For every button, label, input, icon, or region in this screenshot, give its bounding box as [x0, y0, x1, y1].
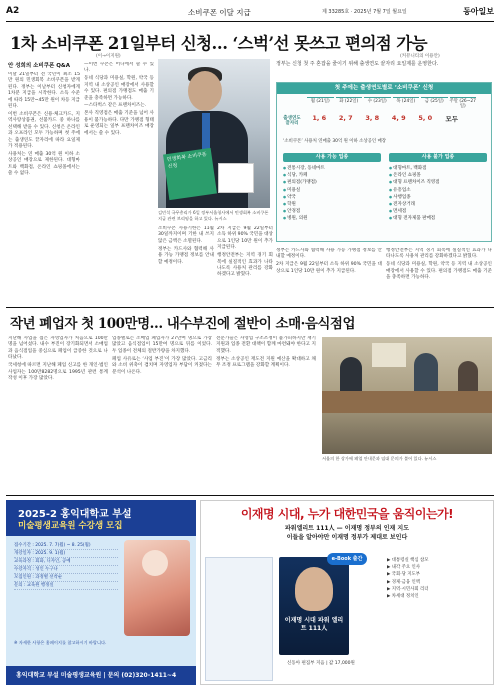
byline: 안 성희의 소비쿠폰 Q&A [8, 63, 70, 69]
birth-year-digits: 2, 7 [338, 114, 353, 122]
book-contents-list: ▶ 대통령실 핵심 참모 ▶ 내각 주요 인사 ▶ 국회·당 지도부 ▶ 경제·금융 인맥 ▶ 지역·시민사회 리더 ▶ 차세대 정치인 [387, 558, 429, 600]
allowed-item: ● 미용실 [283, 187, 381, 194]
ad2-side-panel [205, 557, 273, 681]
birth-year-digits: 모두 [445, 115, 459, 123]
hongik-course-ad[interactable] [6, 500, 196, 685]
article-column-4: 2차 지급은 9월 22일부터 소득 하위 90% 국민을 대상으로 1인당 10만 원이 추가 지급된다. 행정안전부는 지역 경기 회복에 실질적인 효과가 나타나도록 사용처 관리를 강화하겠다고 밝혔다. [217, 226, 273, 278]
closed-shops-photo [322, 337, 492, 454]
issue-info: 제 33285호 · 2025년 7월 7일 월요일 [322, 9, 407, 15]
article-column-1: 이달 21일부터 전 국민이 최소 15만 원의 민생회복 소비쿠폰을 받게 된다. 정부는 이날부터 신청자에게 1차분 지급을 시작한다. 소득 수준에 따라 15만~45만 원이 차등 지급된다. 이번 소비쿠폰은 신용·체크카드, 지역사랑상품권, 선불카드 중 하나를 선택해 받을 수 있다. 신청은 온라인과 오프라인 모두 가능하며 첫 주에는 출생연도 끝자리에 따라 요일제가 적용된다. 사용처는 연 매출 30억 원 이하 소상공인 매장으로 제한된다. 대형마트와 백화점, 온라인 쇼핑몰에서는 쓸 수 없다. [8, 72, 80, 177]
article-column-3: 소비쿠폰 사용기한은 11월 30일까지이며 기한 내 쓰지 않은 금액은 소멸된다. 정부는 카드사와 협력해 사용 가능 가맹점 정보를 안내할 예정이다. [158, 226, 214, 265]
second-headline: 작년 폐업자 첫 100만명… 내수부진에 절반이 소매·음식점업 [10, 316, 355, 332]
disallowed-places [389, 153, 487, 223]
ad1-info-rows: 접수기간 : 2025. 7. 7(월) ~ 8. 25(월) 개강일자 : 2025. 9. 1(월) 교육과정 : 회화, 디자인, 공예 수강자격 : 성인 누구나 모집인원 : 과정별 선착순 문의 : 교육원 행정실 [14, 542, 118, 590]
disallowed-item: ● 전자상거래 [389, 201, 487, 208]
schedule-note: 정부는 신청 첫 주 혼잡을 줄이기 위해 출생연도 끝자리 요일제를 운영한다. [276, 61, 439, 67]
ad2-subtitle-1: 파워엘리트 111人 — 이재명 정부의 인재 지도 [285, 525, 409, 532]
article-column-2: —이번 쿠폰은 어디에서 쓸 수 있나. 동네 식당과 미용실, 학원, 약국 등 지역 내 소상공인 매장에서 사용할 수 있다. 편의점 가맹점도 매출 기준을 충족하면 가능하다. —스타벅스 같은 프랜차이즈는. 본사 직영점은 매출 기준을 넘어 사용이 불가능하다. 다만 가맹점 형태로 운영되는 일부 프랜차이즈 매장에서는 쓸 수 있다. [84, 62, 154, 136]
infographic-title: 첫 주에는 출생연도별로 ‘소비쿠폰’ 신청 [277, 83, 491, 94]
schedule-day: 월 (21일) [307, 97, 334, 109]
press-briefing-photo [158, 59, 270, 208]
ad1-title-1: 2025-2 홍익대학교 부설 [18, 509, 132, 520]
birth-year-digits: 1, 6 [312, 114, 327, 122]
allowed-places [283, 153, 381, 223]
schedule-label: 출생연도 끝자리 [283, 116, 301, 126]
ad1-title-2: 미술평생교육원 수강생 모집 [18, 521, 123, 531]
masthead [6, 6, 494, 22]
allowed-item: ● 편의점(가맹점) [283, 179, 381, 186]
allowed-item: ● 안경점 [283, 208, 381, 215]
ad2-subtitle-2: 이들을 알아야만 이재명 정부가 제대로 보인다 [286, 534, 408, 541]
disallowed-item: ● 대형 프랜차이즈 직영점 [389, 179, 487, 186]
coupon-info-graphic [276, 82, 492, 242]
page-number: A2 [6, 6, 20, 16]
second-article-column-2: 업종별로는 소매업 폐업자가 27만여 명으로 가장 많았고 음식점업이 15만여 명으로 뒤를 이었다. 두 업종이 전체의 절반가량을 차지했다. 폐업 사유로는 ‘사업 부진’이 가장 많았다. 고금리와 소비 위축이 겹치며 자영업자 부담이 커졌다는 분석이 나온다. [112, 336, 212, 375]
ad-divider [6, 495, 494, 496]
birth-year-digits: 4, 9 [391, 114, 406, 122]
usage-line: ‘소비쿠폰’ 사용처 연매출 30억 원 이하 소상공인 매장 [283, 139, 386, 144]
section-title: 소비쿠폰 이달 지급 [188, 8, 251, 17]
allowed-item: ● 약국 [283, 194, 381, 201]
main-headline: 1차 소비쿠폰 21일부터 신청… ‘스벅’선 못쓰고 편의점 가능 [10, 34, 427, 53]
photo-sign: 민생회복 소비쿠폰 신청 [163, 148, 217, 200]
disallowed-item: ● 사행업종 [389, 194, 487, 201]
allowed-item: ● 병원, 의원 [283, 215, 381, 222]
article-column-5: 정부는 카드사와 협력해 사용 가능 가맹점 정보를 안내할 예정이다. 2차 지급은 9월 22일부터 소득 하위 90% 국민을 대상으로 1인당 10만 원이 추가 지급된다. [276, 248, 382, 274]
ebook-badge: e-Book 출간 [327, 553, 367, 565]
allowed-item: ● 학원 [283, 201, 381, 208]
second-article-column-1: 지난해 사업을 접은 자영업자가 처음으로 100만 명을 넘어섰다. 내수 부진이 장기화되면서 소매업과 음식점업을 중심으로 폐업이 급증한 것으로 나타났다. 국세청에 따르면 지난해 폐업 신고를 한 개인·법인 사업자는 100만8282명으로 1995년 관련 통계 작성 이후 가장 많았다. [8, 336, 108, 381]
article-column-6: 행정안전부는 지역 경기 회복에 실질적인 효과가 나타나도록 사용처 관리를 강화하겠다고 밝혔다. 동네 식당과 미용실, 학원, 약국 등 지역 내 소상공인 매장에서 사용할 수 있다. 편의점 가맹점도 매출 기준을 충족하면 가능하다. [386, 248, 492, 281]
book-ad[interactable] [200, 500, 494, 685]
disallowed-item: ● 대형마트, 백화점 [389, 165, 487, 172]
headline-caption-right: (커뮤니티의 이용안) [400, 54, 440, 59]
weekday-schedule [285, 97, 485, 135]
schedule-day: 목 (24일) [393, 97, 420, 109]
schedule-day: 화 (22일) [336, 97, 363, 109]
birth-year-digits: 3, 8 [365, 114, 380, 122]
book-cover [279, 557, 349, 655]
second-article-column-3: 전문가들은 자영업 구조조정이 불가피하지만 재기 지원과 업종 전환 대책이 함께 마련돼야 한다고 지적했다. 정부는 소상공인 재도전 지원 예산을 확대하고 채무 조정 프로그램을 강화할 계획이다. [216, 336, 316, 369]
ad1-note: ※ 자세한 사항은 홈페이지를 참고하시기 바랍니다. [14, 640, 107, 645]
disallowed-item: ● 유흥업소 [389, 187, 487, 194]
schedule-day: 수 (23일) [364, 97, 391, 109]
schedule-day: 주말 (26~27일) [449, 99, 476, 110]
paper-name: 동아일보 [463, 6, 494, 16]
book-price: 신동아 편집부 지음 | 값 17,000원 [287, 661, 355, 666]
photo-caption-2: 서울의 한 상가에 폐업 안내문과 임대 문의가 붙어 있다. 뉴시스 [322, 456, 437, 461]
ad2-headline: 이재명 시대, 누가 대한민국을 움직이는가! [240, 507, 454, 521]
disallowed-item: ● 온라인 쇼핑몰 [389, 172, 487, 179]
allowed-title: 사용 가능 업종 [283, 153, 381, 162]
ad1-illustration [124, 540, 190, 636]
disallowed-title: 사용 불가 업종 [389, 153, 487, 162]
allowed-item: ● 식당, 카페 [283, 172, 381, 179]
section-divider [6, 307, 494, 308]
ad1-footer: 홍익대학교 부설 미술평생교육원 | 문의 (02)320-1411~4 [6, 666, 196, 685]
disallowed-item: ● 대형 전자제품 판매점 [389, 215, 487, 222]
schedule-day: 금 (25일) [421, 97, 448, 109]
birth-year-digits: 5, 0 [418, 114, 433, 122]
allowed-item: ● 전통시장, 동네마트 [283, 165, 381, 172]
disallowed-item: ● 면세점 [389, 208, 487, 215]
photo-caption: 김민석 국무총리가 6일 정부서울청사에서 민생회복 소비쿠폰 지급 관련 브리핑을 하고 있다. 뉴시스 [158, 210, 269, 221]
book-title: 이재명 시대 파워 엘리트 111人 [284, 617, 344, 632]
headline-caption-left: (이→이지원) [96, 54, 121, 59]
